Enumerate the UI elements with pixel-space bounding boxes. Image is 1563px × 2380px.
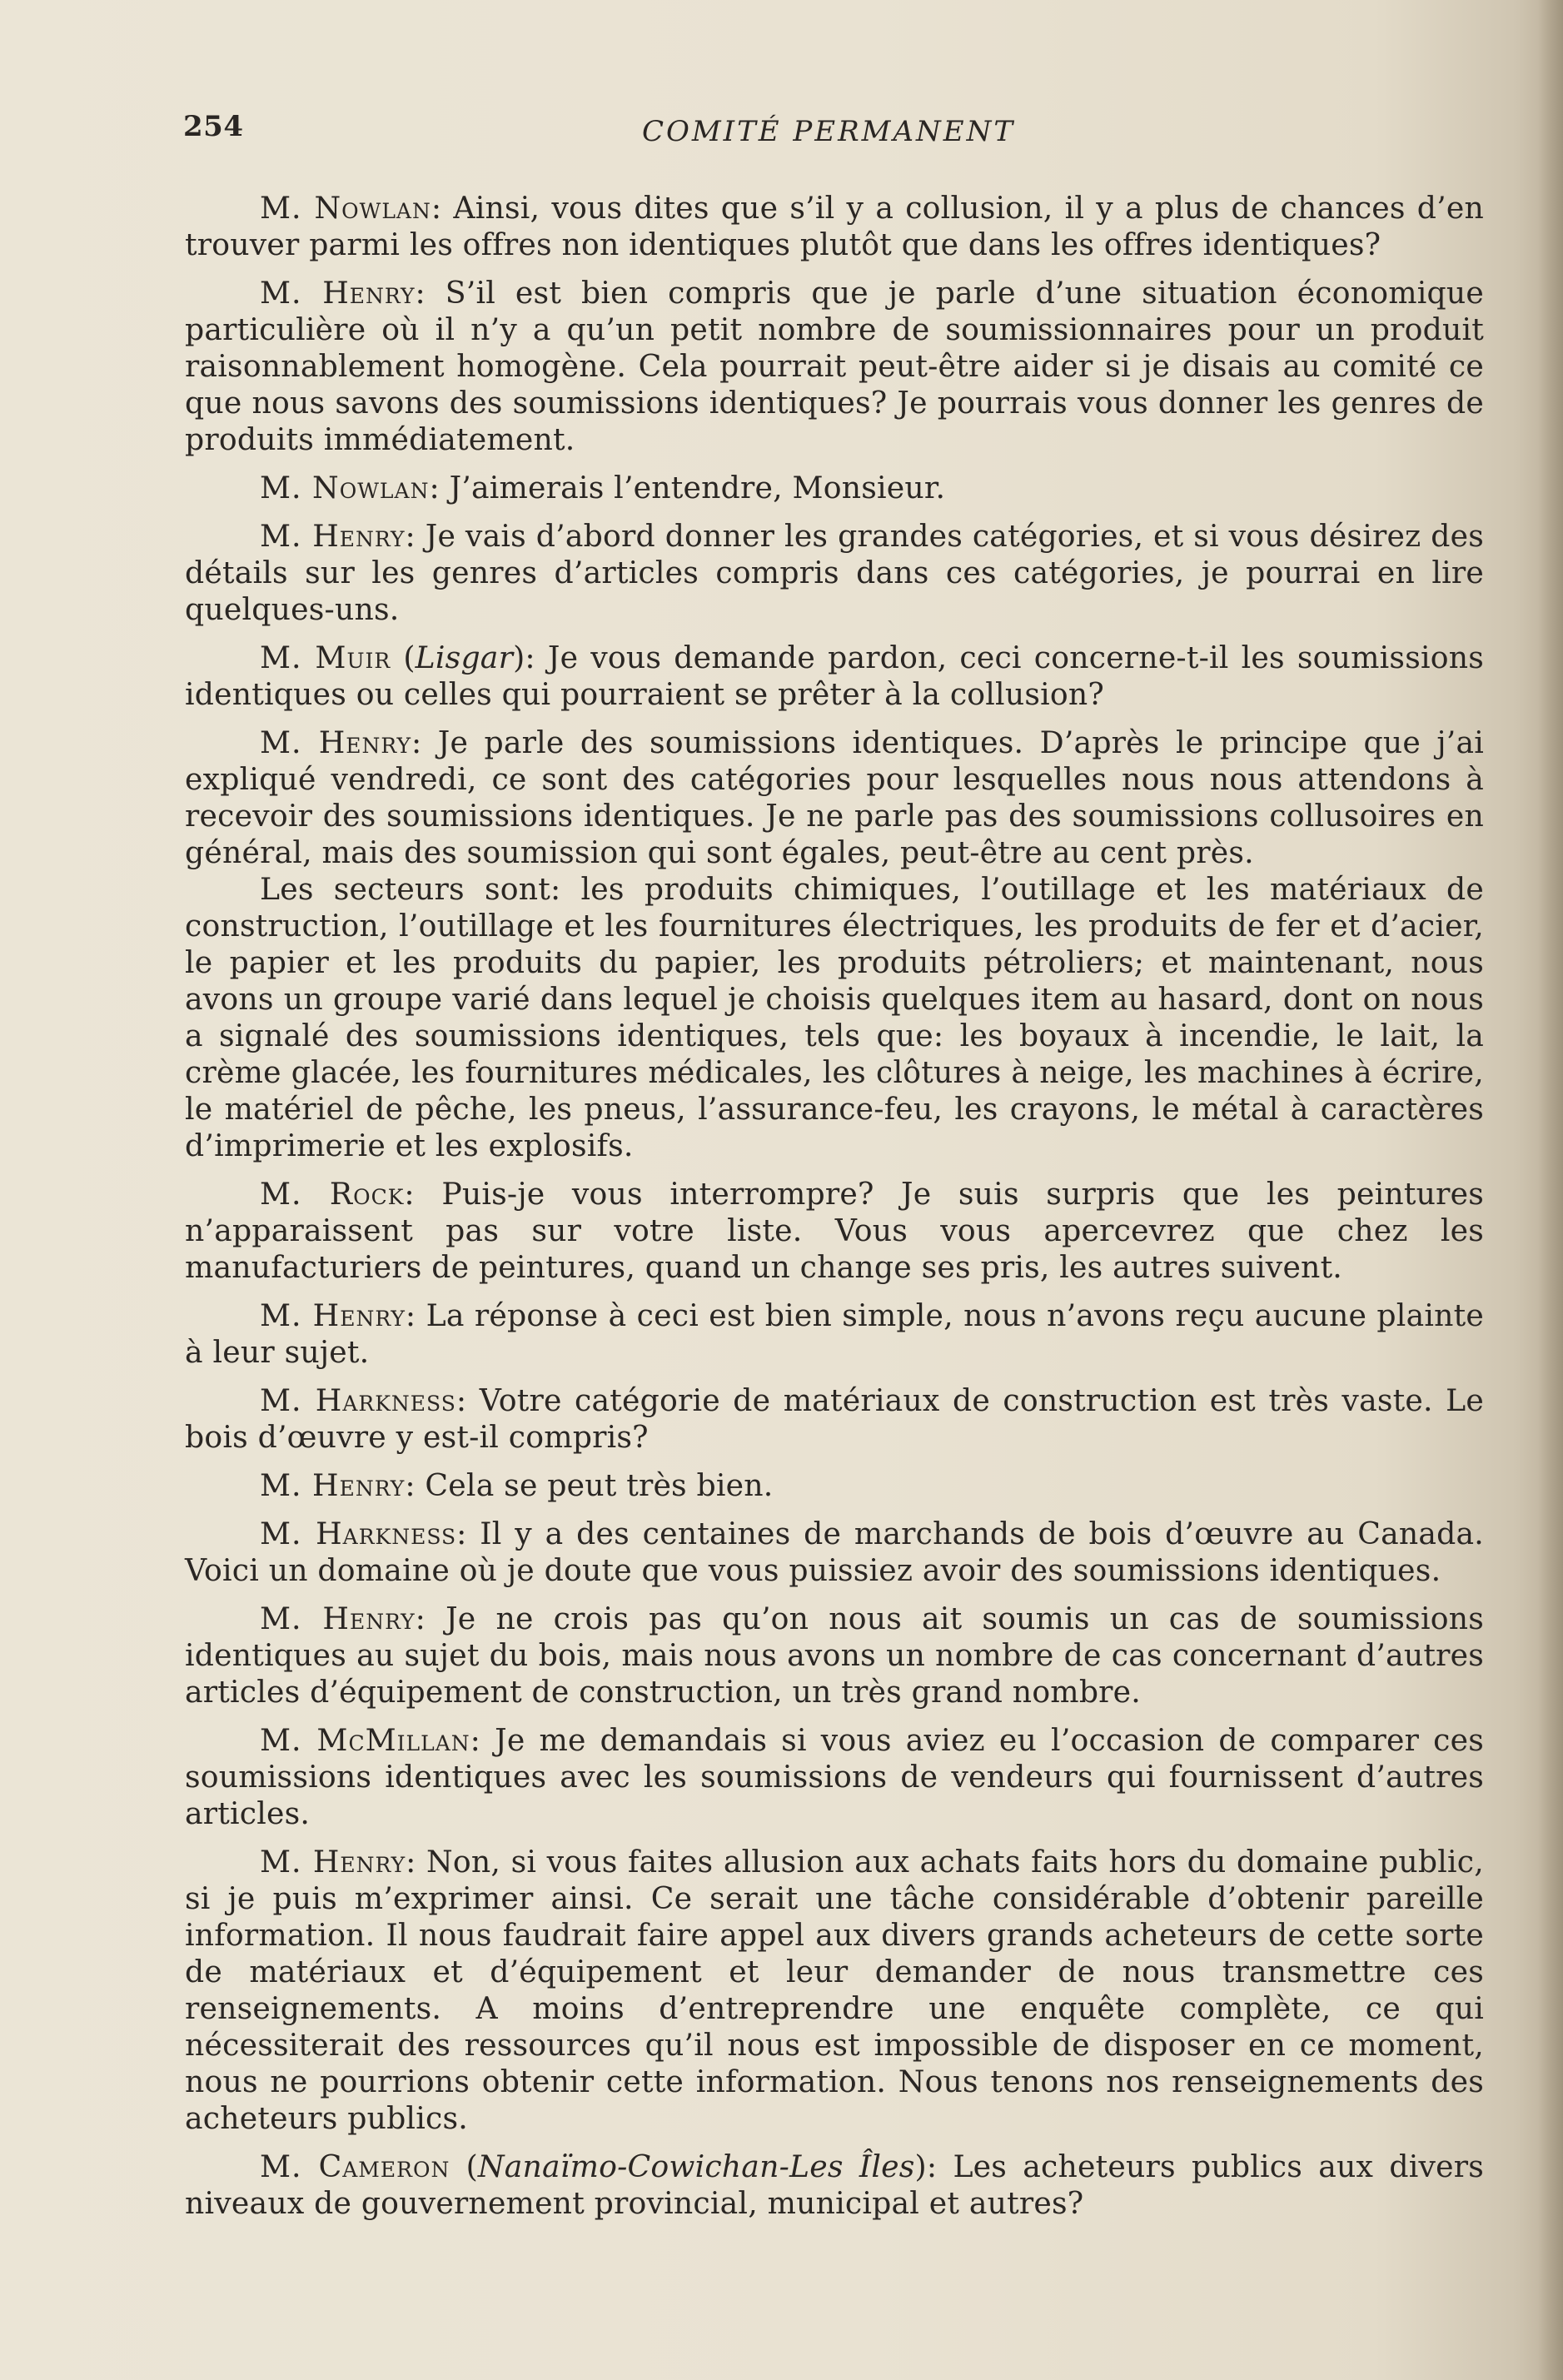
paragraph: M. Harkness: Il y a des centaines de marchands de bois d’œuvre au Canada. Voici un domaine où je doute que vous puissiez avoir des soumissions identiques.	[185, 1516, 1484, 1588]
speech-text: Il y a des centaines de marchands de bois d’œuvre au Canada. Voici un domaine où je doute que vous puissiez avoir des soumissions identiques.	[185, 1516, 1484, 1588]
speech-text: Je me demandais si vous aviez eu l’occasion de comparer ces soumissions identiques avec les soumissions de vendeurs qui fournissent d’autres articles.	[185, 1722, 1484, 1831]
paragraph: M. Henry: Non, si vous faites allusion aux achats faits hors du domaine public, si je puis m’exprimer ainsi. Ce serait une tâche considérable d’obtenir pareille information. Il nous faudrait faire appel aux divers grands acheteurs de cette sorte de matériaux et d’équipement et leur demander de nous transmettre ces renseignements. A moins d’entreprendre une enquête complète, ce qui nécessiterait des ressources qu’il nous est impossible de disposer en ce moment, nous ne pourrions obtenir cette information. Nous tenons nos renseignements des acheteurs publics.	[185, 1844, 1484, 2136]
paragraph: M. Nowlan: J’aimerais l’entendre, Monsieur.	[260, 470, 946, 505]
paragraph: M. Harkness: Votre catégorie de matériaux de construction est très vaste. Le bois d’œuvre y est-il compris?	[185, 1382, 1484, 1455]
speech-text: Non, si vous faites allusion aux achats faits hors du domaine public, si je puis m’exprimer ainsi. Ce serait une tâche considérable d’obtenir pareille information. Il nous faudrait faire appel aux divers grands acheteurs de cette sorte de matériaux et d’équipement et leur demander de nous transmettre ces renseignements. A moins d’entreprendre une enquête complète, ce qui nécessiterait des ressources qu’il nous est impossible de disposer en ce moment, nous ne pourrions obtenir cette information. Nous tenons nos renseignements des acheteurs publics.	[185, 1844, 1484, 2136]
speaker-name: M. Henry	[260, 1467, 406, 1503]
paragraph: M. Henry: Je ne crois pas qu’on nous ait soumis un cas de soumissions identiques au sujet du bois, mais nous avons un nombre de cas concernant d’autres articles d’équipement de construction, un très grand nombre.	[185, 1601, 1484, 1710]
paragraph: M. Muir (Lisgar): Je vous demande pardon, ceci concerne-t-il les soumissions identiques ou celles qui pourraient se prêter à la collusion?	[185, 640, 1485, 712]
paragraph: M. Henry: Je vais d’abord donner les grandes catégories, et si vous désirez des détails sur les genres d’articles compris dans ces catégories, je pourrai en lire quelques-uns.	[185, 518, 1484, 627]
transcript-body	[185, 190, 1484, 2233]
paragraph: M. Henry: La réponse à ceci est bien simple, nous n’avons reçu aucune plainte à leur sujet.	[185, 1297, 1484, 1370]
speaker-name: M. Harkness	[260, 1382, 456, 1418]
speech-text: Cela se peut très bien.	[425, 1467, 774, 1503]
paragraph: M. McMillan: Je me demandais si vous aviez eu l’occasion de comparer ces soumissions identiques avec les soumissions de vendeurs qui fournissent d’autres articles.	[185, 1722, 1484, 1831]
speech-text: Votre catégorie de matériaux de construction est très vaste. Le bois d’œuvre y est-il compris?	[185, 1382, 1484, 1455]
speech-text: La réponse à ceci est bien simple, nous n’avons reçu aucune plainte à leur sujet.	[185, 1297, 1484, 1370]
speech-text: Les secteurs sont: les produits chimiques, l’outillage et les matériaux de construction, l’outillage et les fournitures électriques, les produits de fer et d’acier, le papier et les produits du papier, les produits pétroliers; et maintenant, nous avons un groupe varié dans lequel je choisis quelques item au hasard, dont on nous a signalé des soumissions identiques, tels que: les boyaux à incendie, le lait, la crème glacée, les fournitures médicales, les clôtures à neige, les machines à écrire, le matériel de pêche, les pneus, l’assurance-feu, les crayons, le métal à caractères d’imprimerie et les explosifs.	[185, 871, 1484, 1163]
page-edge-shadow	[1538, 0, 1563, 2380]
speaker-name: M. Henry	[260, 1844, 406, 1880]
paragraph: M. Cameron (Nanaïmo-Cowichan-Les Îles): Les acheteurs publics aux divers niveaux de gouvernement provincial, municipal et autres?	[185, 2148, 1484, 2221]
speaker-name: M. Henry	[260, 275, 416, 311]
speech-text: Je parle des soumissions identiques. D’après le principe que j’ai expliqué vendredi, ce sont des catégories pour lesquelles nous nous attendons à recevoir des soumissions identiques. Je ne parle pas des soumissions collusoires en général, mais des soumission qui sont égales, peut-être au cent près.	[185, 724, 1484, 870]
speaker-name: M. McMillan	[260, 1722, 470, 1758]
speaker-name: M. Muir	[260, 640, 391, 675]
speaker-riding: Nanaïmo-Cowichan-Les Îles	[477, 2148, 915, 2184]
speech-text: J’aimerais l’entendre, Monsieur.	[449, 470, 946, 505]
paragraph: M. Nowlan: Ainsi, vous dites que s’il y a collusion, il y a plus de chances d’en trouver parmi les offres non identiques plutôt que dans les offres identiques?	[185, 190, 1484, 262]
paragraph: M. Rock: Puis-je vous interrompre? Je suis surpris que les peintures n’apparaissent pas sur votre liste. Vous vous apercevrez que chez les manufacturiers de peintures, quand un change ses pris, les autres suivent.	[185, 1176, 1484, 1285]
speaker-name: M. Henry	[260, 1297, 406, 1333]
speech-text: Je vais d’abord donner les grandes catégories, et si vous désirez des détails sur les genres d’articles compris dans ces catégories, je pourrai en lire quelques-uns.	[185, 518, 1484, 627]
speech-text: Je ne crois pas qu’on nous ait soumis un cas de soumissions identiques au sujet du bois, mais nous avons un nombre de cas concernant d’autres articles d’équipement de construction, un très grand nombre.	[185, 1601, 1484, 1710]
speaker-name: M. Henry	[260, 724, 411, 760]
paragraph: M. Henry: S’il est bien compris que je parle d’une situation économique particulière où il n’y a qu’un petit nombre de soumissionnaires pour un produit raisonnablement homogène. Cela pourrait peut-être aider si je disais au comité ce que nous savons des soumissions identiques? Je pourrais vous donner les genres de produits immédiatement.	[185, 275, 1484, 457]
paragraph	[185, 871, 1484, 1164]
running-title: COMITÉ PERMANENT	[641, 115, 1016, 148]
speech-text: Puis-je vous interrompre? Je suis surpris que les peintures n’apparaissent pas sur votre liste. Vous vous apercevrez que chez les manufacturiers de peintures, quand un change ses pris, les autres suivent.	[185, 1176, 1484, 1285]
speaker-name: M. Nowlan	[260, 190, 431, 226]
speaker-name: M. Nowlan	[260, 470, 430, 505]
speech-text: Les acheteurs publics aux divers niveaux de gouvernement provincial, municipal et autres?	[185, 2148, 1484, 2221]
speaker-riding: Lisgar	[415, 640, 514, 675]
speaker-name: M. Cameron	[260, 2148, 450, 2184]
speech-text: S’il est bien compris que je parle d’une situation économique particulière où il n’y a qu’un petit nombre de soumissionnaires pour un produit raisonnablement homogène. Cela pourrait peut-être aider si je disais au comité ce que nous savons des soumissions identiques? Je pourrais vous donner les genres de produits immédiatement.	[185, 275, 1484, 457]
paragraph: M. Henry: Je parle des soumissions identiques. D’après le principe que j’ai expliqué vendredi, ce sont des catégories pour lesquelles nous nous attendons à recevoir des soumissions identiques. Je ne parle pas des soumissions collusoires en général, mais des soumission qui sont égales, peut-être au cent près.	[185, 724, 1484, 870]
speaker-name: M. Rock	[260, 1176, 405, 1212]
paragraph: M. Henry: Cela se peut très bien.	[260, 1467, 774, 1503]
speaker-name: M. Henry	[260, 1601, 416, 1636]
speech-text: Je vous demande pardon, ceci concerne-t-il les soumissions identiques ou celles qui pourraient se prêter à la collusion?	[185, 640, 1485, 712]
page-number: 254	[183, 110, 244, 143]
speaker-name: M. Harkness	[260, 1516, 457, 1551]
page-header	[183, 110, 1482, 160]
speech-text: Ainsi, vous dites que s’il y a collusion, il y a plus de chances d’en trouver parmi les offres non identiques plutôt que dans les offres identiques?	[185, 190, 1484, 262]
speaker-name: M. Henry	[260, 518, 406, 554]
